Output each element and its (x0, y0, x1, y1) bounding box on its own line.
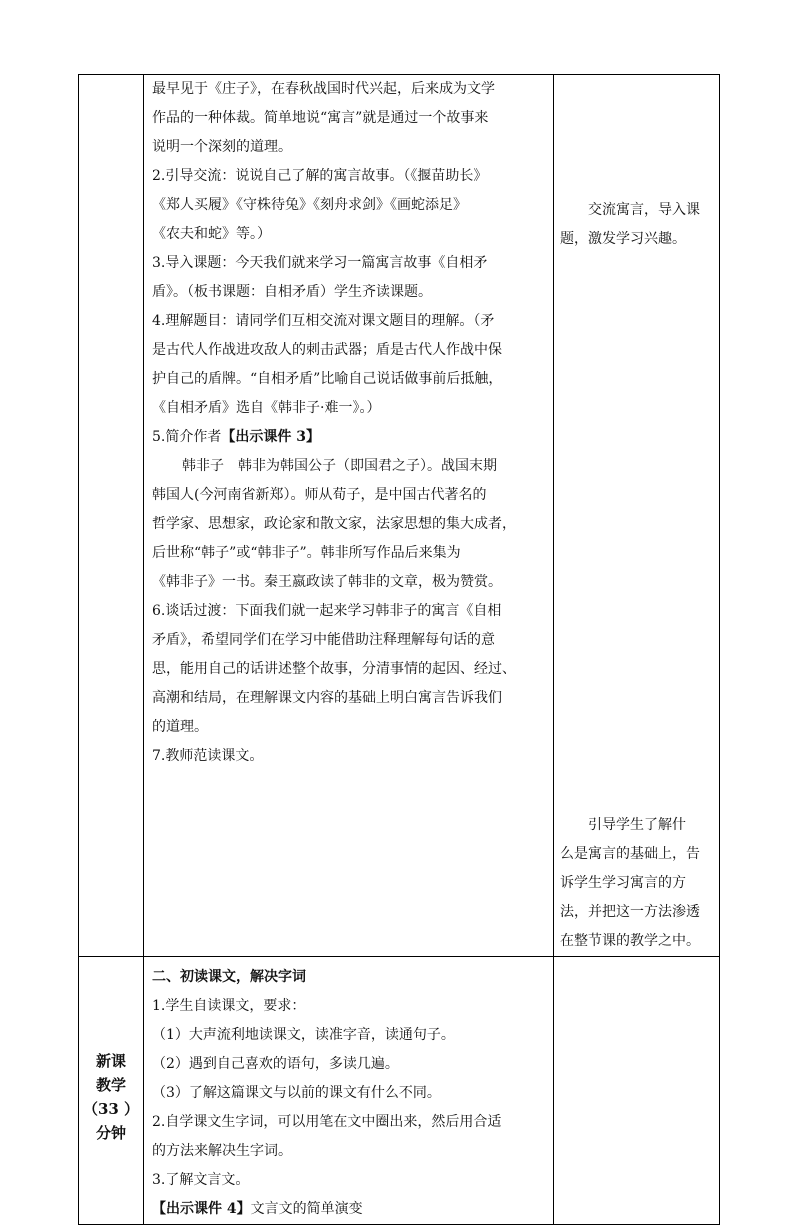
content-text: 5.简介作者 (152, 429, 222, 445)
content-text: （1）大声流利地读课文，读准字音，读通句子。 (152, 1027, 455, 1043)
content-line (152, 568, 549, 597)
courseware-tag: 【出示课件 4】 (152, 1201, 251, 1217)
note-line: 引导学生了解什 (588, 817, 686, 833)
content-text: 6.谈话过渡：下面我们就一起来学习韩非子的寓言《自相 (152, 603, 502, 619)
content-line (152, 75, 549, 104)
note-line: 法，并把这一方法渗透 (560, 904, 700, 920)
note-line: 么是寓言的基础上，告 (560, 846, 700, 862)
content-line (152, 992, 549, 1021)
design-intent-cell (554, 957, 720, 1225)
content-line (152, 1021, 549, 1050)
content-line (152, 220, 549, 249)
content-line (152, 713, 549, 742)
content-line (152, 162, 549, 191)
content-text: 盾》。（板书课题：自相矛盾）学生齐读课题。 (152, 284, 432, 300)
content-text: 2.自学课文生字词，可以用笔在文中圈出来，然后用合适 (152, 1114, 502, 1130)
content-text: 《农夫和蛇》等。） (152, 226, 271, 242)
content-text: 护自己的盾牌。“自相矛盾”比喻自己说话做事前后抵触， (152, 371, 503, 387)
content-text: 哲学家、思想家，政论家和散文家，法家思想的集大成者， (152, 516, 516, 532)
table-row (79, 957, 720, 1225)
content-line (152, 365, 549, 394)
note-line: 诉学生学习寓言的方 (560, 875, 686, 891)
content-line (152, 104, 549, 133)
content-line (152, 626, 549, 655)
content-text: 《自相矛盾》选自《韩非子·难一》。） (152, 400, 381, 416)
content-line (152, 1137, 549, 1166)
content-line (152, 1195, 549, 1224)
content-line (152, 336, 549, 365)
note-line: 题，激发学习兴趣。 (560, 231, 686, 247)
content-text: 的方法来解决生字词。 (152, 1143, 292, 1159)
section-label-line: 教学 (95, 1076, 126, 1094)
teaching-content-cell (144, 75, 554, 957)
content-line (152, 539, 549, 568)
content-line (152, 742, 549, 771)
section-label-cell (79, 957, 144, 1225)
content-text: 3.了解文言文。 (152, 1172, 250, 1188)
lesson-plan-table (78, 74, 720, 1225)
table-row (79, 75, 720, 957)
content-line (152, 423, 549, 452)
content-text: 最早见于《庄子》，在春秋战国时代兴起，后来成为文学 (152, 81, 495, 97)
content-line (152, 249, 549, 278)
section-label-line: 分钟 (95, 1124, 126, 1142)
teaching-content-cell (144, 957, 554, 1225)
courseware-tag: 【出示课件 3】 (221, 429, 320, 445)
content-line (152, 510, 549, 539)
content-text: 后世称“韩子”或“韩非子”。韩非所写作品后来集为 (152, 545, 461, 561)
note-line: 在整节课的教学之中。 (560, 933, 700, 949)
content-text: 矛盾》，希望同学们在学习中能借助注释理解每句话的意 (152, 632, 495, 648)
content-text: （2）遇到自己喜欢的语句，多读几遍。 (152, 1056, 399, 1072)
content-line (152, 1079, 549, 1108)
section-label-line: （33 ） (82, 1100, 140, 1118)
content-text: 《韩非子》一书。秦王嬴政读了韩非的文章，极为赞赏。 (152, 574, 502, 590)
content-line (152, 1050, 549, 1079)
content-text: 说明一个深刻的道理。 (152, 139, 292, 155)
content-text: 1.学生自读课文，要求： (152, 998, 306, 1014)
content-text: 作品的一种体裁。简单地说“寓言”就是通过一个故事来 (152, 110, 489, 126)
section-label-cell (79, 75, 144, 957)
content-text: 7.教师范读课文。 (152, 748, 264, 764)
content-text: 《郑人买履》《守株待兔》《刻舟求剑》《画蛇添足》 (152, 197, 467, 213)
content-text: 的道理。 (152, 719, 208, 735)
content-text: 文言文的简单演变 (250, 1201, 363, 1217)
content-line (152, 278, 549, 307)
content-line (152, 597, 549, 626)
content-line (152, 191, 549, 220)
content-line (152, 684, 549, 713)
content-line (152, 307, 549, 336)
content-line (152, 655, 549, 684)
content-line (152, 452, 549, 481)
content-line (152, 1166, 549, 1195)
content-text: 3.导入课题：今天我们就来学习一篇寓言故事《自相矛 (152, 255, 488, 271)
content-text: （3）了解这篇课文与以前的课文有什么不同。 (152, 1085, 441, 1101)
content-line (152, 394, 549, 423)
design-note (560, 196, 713, 254)
content-text: 韩非子 韩非为韩国公子（即国君之子）。战国末期 (182, 458, 497, 474)
content-line (152, 963, 549, 992)
content-text: 韩国人(今河南省新郑）。师从荀子，是中国古代著名的 (152, 487, 487, 503)
design-intent-cell (554, 75, 720, 957)
section-label-line: 新课 (95, 1052, 126, 1070)
note-line: 交流寓言，导入课 (588, 202, 700, 218)
content-text: 2.引导交流：说说自己了解的寓言故事。（《揠苗助长》 (152, 168, 488, 184)
content-text: 思，能用自己的话讲述整个故事，分清事情的起因、经过、 (152, 661, 516, 677)
content-line (152, 481, 549, 510)
content-text: 4.理解题目：请同学们互相交流对课文题目的理解。（矛 (152, 313, 495, 329)
content-line (152, 133, 549, 162)
content-text: 二、初读课文，解决字词 (152, 969, 306, 985)
content-text: 高潮和结局，在理解课文内容的基础上明白寓言告诉我们 (152, 690, 502, 706)
content-text: 是古代人作战进攻敌人的刺击武器；盾是古代人作战中保 (152, 342, 502, 358)
design-note (560, 811, 713, 956)
